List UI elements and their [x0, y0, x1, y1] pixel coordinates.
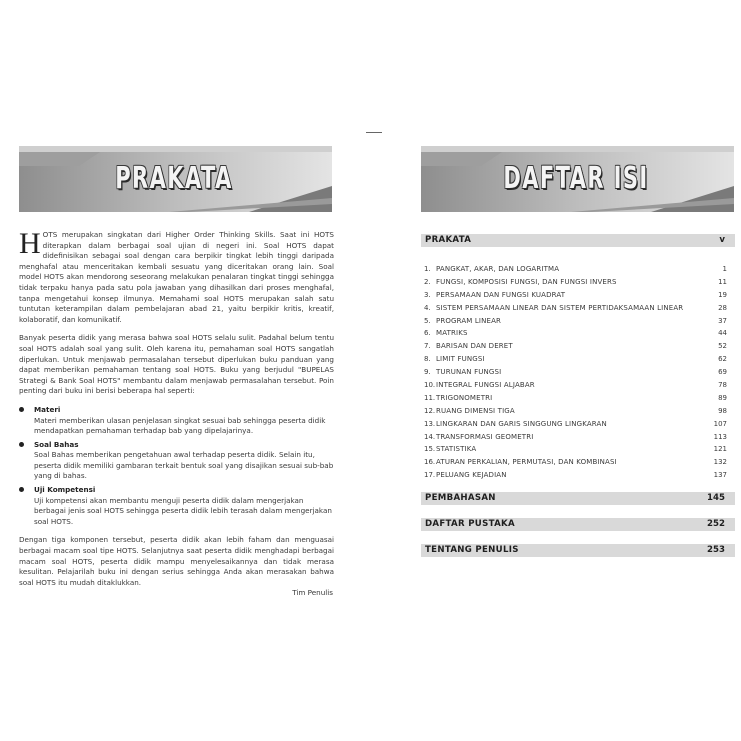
toc-page: 37: [718, 316, 727, 325]
toc-item[interactable]: [424, 327, 727, 340]
bullet-title: Soal Bahas: [34, 439, 79, 449]
toc-page: 78: [718, 381, 727, 390]
toc-item[interactable]: [424, 405, 727, 418]
toc-page: 19: [718, 290, 727, 299]
toc-title: PERSAMAAN DAN FUNGSI KUADRAT: [436, 290, 566, 299]
toc-title: MATRIKS: [436, 329, 468, 338]
toc-page: 121: [713, 445, 727, 454]
toc-title: FUNGSI, KOMPOSISI FUNGSI, DAN FUNGSI INVERS: [436, 277, 617, 286]
toc-item[interactable]: [424, 366, 727, 379]
daftar-isi-title: DAFTAR ISI: [503, 161, 649, 196]
toc-num: 6.: [424, 329, 431, 338]
toc-num: 4.: [424, 303, 431, 312]
toc-title: LINGKARAN DAN GARIS SINGGUNG LINGKARAN: [436, 419, 607, 428]
closing-paragraph: Dengan tiga komponen tersebut, peserta didik akan lebih faham dan menguasai berbagai macam soal tipe HOTS. Selanjutnya saat peserta didik menghadapi berbagai macam soal HOTS, peserta didik mampu menyelesaikannya dan tidak merasa kesulitan. Pelajarilah buku ini dengan serius sehingga Anda akan merasakan bahwa soal HOTS itu mudah ditaklukkan.: [19, 535, 334, 587]
toc-page: 113: [713, 432, 727, 441]
toc-title: STATISTIKA: [436, 445, 477, 454]
toc-page: 137: [713, 471, 727, 480]
toc-page: 107: [713, 419, 727, 428]
toc-num: 11.: [424, 393, 436, 402]
bullet-title: Uji Kompetensi: [34, 485, 96, 495]
toc-num: 8.: [424, 355, 431, 364]
bullet-title: Materi: [34, 404, 61, 414]
toc-title: TRANSFORMASI GEOMETRI: [436, 432, 534, 441]
toc-item[interactable]: [424, 276, 727, 289]
toc-title: TURUNAN FUNGSI: [436, 368, 502, 377]
toc-num: 3.: [424, 290, 431, 299]
toc-title: SISTEM PERSAMAAN LINEAR DAN SISTEM PERTIDAKSAMAAN LINEAR: [436, 303, 684, 312]
toc-title: RUANG DIMENSI TIGA: [436, 406, 515, 415]
list-item: [19, 440, 334, 482]
features-list: [19, 405, 334, 528]
toc-item[interactable]: [424, 379, 727, 392]
toc-title: INTEGRAL FUNGSI ALJABAR: [436, 381, 535, 390]
toc-section-label: PEMBAHASAN: [425, 493, 496, 503]
toc-chapter-list: [424, 263, 727, 482]
toc-page: 44: [718, 329, 727, 338]
toc-num: 7.: [424, 342, 431, 351]
prakata-banner: [19, 146, 332, 212]
toc-title: PROGRAM LINEAR: [436, 316, 502, 325]
toc-page: 98: [718, 406, 727, 415]
toc-title: TRIGONOMETRI: [436, 393, 493, 402]
bullet-icon: [19, 442, 24, 447]
toc-item[interactable]: [424, 443, 727, 456]
toc-num: 16.: [424, 458, 436, 467]
toc-section-label: DAFTAR PUSTAKA: [425, 519, 515, 529]
bullet-text: Materi memberikan ulasan penjelasan singkat sesuai bab sehingga peserta didik mendapatkan pemahaman terhadap bab yang dipelajarinya.: [34, 415, 326, 436]
toc-num: 14.: [424, 432, 436, 441]
toc-section-daftar-pustaka[interactable]: [421, 518, 735, 531]
toc-page: 132: [713, 458, 727, 467]
toc-num: 2.: [424, 277, 431, 286]
bullet-text: Soal Bahas memberikan pengetahuan awal terhadap peserta didik. Selain itu, peserta didik memiliki gambaran terkait bentuk soal yang disajikan sesuai sub-bab yang di bahas.: [34, 450, 334, 481]
toc-section-pembahasan[interactable]: [421, 492, 735, 505]
toc-title: ATURAN PERKALIAN, PERMUTASI, DAN KOMBINASI: [436, 458, 617, 467]
toc-item[interactable]: [424, 289, 727, 302]
toc-page: 89: [718, 393, 727, 402]
toc-section-page: 253: [707, 545, 725, 555]
toc-title: PANGKAT, AKAR, DAN LOGARITMA: [436, 265, 560, 273]
toc-num: 15.: [424, 445, 436, 454]
toc-section-page: v: [719, 235, 725, 245]
list-item: [19, 485, 334, 527]
toc-item[interactable]: [424, 469, 727, 482]
daftar-isi-banner: [421, 146, 734, 212]
toc-page: 11: [718, 277, 727, 286]
toc-item[interactable]: [424, 302, 727, 315]
toc-num: 12.: [424, 406, 436, 415]
toc-section-label: PRAKATA: [425, 235, 472, 245]
second-paragraph: Banyak peserta didik yang merasa bahwa soal HOTS selalu sulit. Padahal belum tentu soal HOTS adalah soal yang sulit. Oleh karena itu, pemahaman soal HOTS sangatlah diperlukan. Untuk menjawab permasalahan tersebut diperlukan buku panduan yang dapat memberikan pemahaman tentang soal HOTS. Buku yang berjudul "BUPELAS Strategi & Bank Soal HOTS" membantu dalam menjawab permasalahan tersebut. Poin penting dari buku ini berisi beberapa hal seperti:: [19, 333, 334, 396]
toc-page: 52: [718, 342, 727, 351]
toc-section-page: 252: [707, 519, 725, 529]
toc-page: 28: [718, 303, 727, 312]
toc-num: 13.: [424, 419, 436, 428]
toc-title: BARISAN DAN DERET: [436, 342, 513, 351]
signature: Tim Penulis: [292, 588, 333, 597]
intro-text: OTS merupakan singkatan dari Higher Order Thinking Skills. Saat ini HOTS diterapkan dalam berbagai soal ujian di negeri ini. Soal HOTS dapat didefinisikan sebagai soal dengan cara berpikir tingkat lebih tinggi daripada menghafal atau menceritakan kembali sesuatu yang diceritakan orang lain. Soal model HOTS akan mendorong seseorang melakukan penalaran tingkat tinggi sehingga tidak terpaku hanya pada satu pola jawaban yang dihasilkan dari proses menghafal, tanpa mengetahui konsep ilmunya. Memahami soal HOTS merupakan salah satu tuntutan keterampilan dalam pembelajaran abad 21, yaitu berpikir kritis, kreatif, kolaboratif, dan komunikatif.: [19, 230, 334, 324]
toc-title: LIMIT FUNGSI: [436, 355, 485, 364]
toc-section-prakata[interactable]: [421, 234, 735, 247]
toc-item[interactable]: [424, 263, 727, 276]
toc-item[interactable]: [424, 353, 727, 366]
toc-num: 5.: [424, 316, 431, 325]
intro-paragraph: [19, 227, 334, 325]
toc-num: 17.: [424, 471, 436, 480]
toc-num: 10.: [424, 381, 436, 390]
toc-num: 1.: [424, 265, 431, 273]
bullet-text: Uji kompetensi akan membantu menguji peserta didik dalam mengerjakan berbagai jenis soal HOTS sehingga peserta didik lebih terasah dalam mengerjakan soal HOTS.: [34, 495, 332, 526]
toc-page: 69: [718, 368, 727, 377]
toc-item[interactable]: [424, 340, 727, 353]
toc-item[interactable]: [424, 315, 727, 328]
toc-item[interactable]: [424, 418, 727, 431]
page-divider: [366, 132, 382, 133]
toc-page: 1: [722, 265, 727, 273]
toc-section-page: 145: [707, 493, 725, 503]
toc-page: 62: [718, 355, 727, 364]
bullet-icon: [19, 487, 24, 492]
toc-section-label: TENTANG PENULIS: [425, 545, 519, 555]
toc-item[interactable]: [424, 392, 727, 405]
bullet-icon: [19, 407, 24, 412]
dropcap: H: [19, 227, 41, 260]
list-item: [19, 405, 334, 437]
toc-num: 9.: [424, 368, 431, 377]
toc-title: PELUANG KEJADIAN: [436, 471, 507, 480]
toc-section-tentang-penulis[interactable]: [421, 544, 735, 557]
toc-item[interactable]: [424, 456, 727, 469]
prakata-title: PRAKATA: [115, 161, 233, 196]
prakata-body: [19, 227, 334, 596]
toc-item[interactable]: [424, 431, 727, 444]
